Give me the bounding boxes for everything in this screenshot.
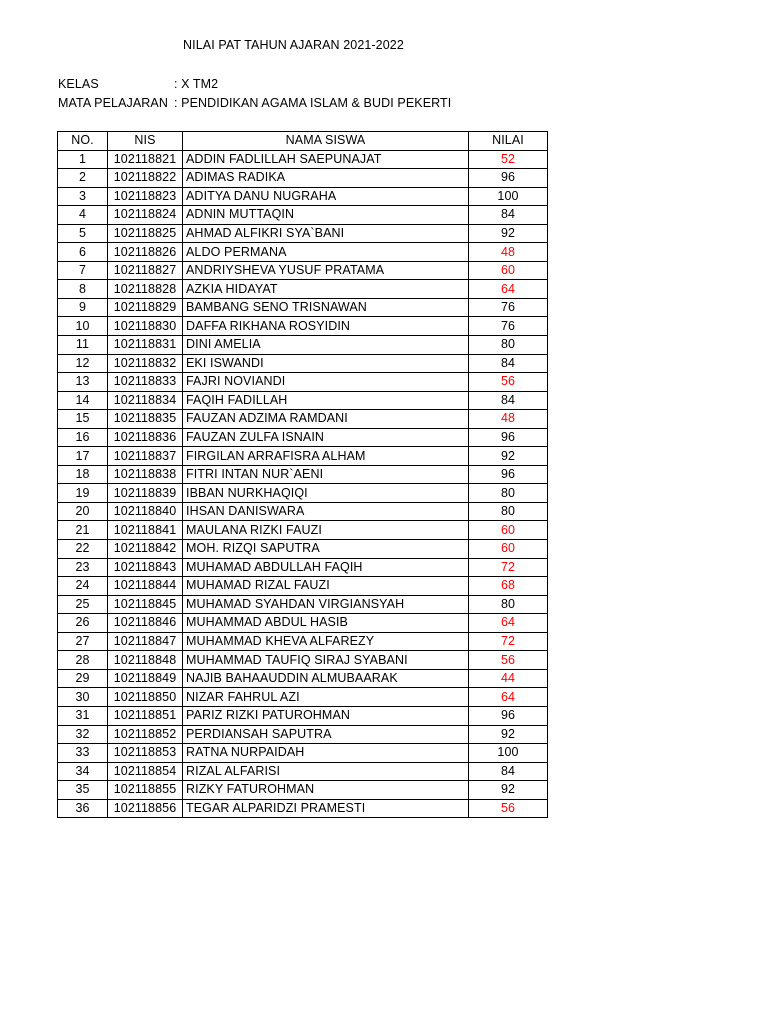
- kelas-label: KELAS: [58, 77, 99, 91]
- cell-no: 1: [58, 150, 108, 169]
- cell-nis: 102118821: [108, 150, 183, 169]
- cell-nama: ADITYA DANU NUGRAHA: [183, 187, 469, 206]
- cell-nama: FAQIH FADILLAH: [183, 391, 469, 410]
- cell-nama: ANDRIYSHEVA YUSUF PRATAMA: [183, 261, 469, 280]
- cell-nilai: 84: [469, 391, 548, 410]
- cell-no: 4: [58, 206, 108, 225]
- cell-nama: DINI AMELIA: [183, 336, 469, 355]
- cell-nilai: 80: [469, 595, 548, 614]
- document-title: NILAI PAT TAHUN AJARAN 2021-2022: [183, 38, 404, 52]
- cell-nilai: 92: [469, 725, 548, 744]
- grades-table: [57, 131, 548, 818]
- cell-nilai: 56: [469, 373, 548, 392]
- cell-nama: MUHAMAD RIZAL FAUZI: [183, 577, 469, 596]
- cell-no: 5: [58, 224, 108, 243]
- cell-nilai: 48: [469, 243, 548, 262]
- cell-no: 22: [58, 540, 108, 559]
- table-body: [58, 150, 548, 818]
- cell-nilai: 72: [469, 558, 548, 577]
- cell-nilai: 76: [469, 317, 548, 336]
- cell-nis: 102118856: [108, 799, 183, 818]
- cell-no: 12: [58, 354, 108, 373]
- cell-no: 35: [58, 781, 108, 800]
- cell-nilai: 92: [469, 781, 548, 800]
- cell-no: 6: [58, 243, 108, 262]
- cell-nis: 102118837: [108, 447, 183, 466]
- cell-nilai: 64: [469, 280, 548, 299]
- cell-nama: FAJRI NOVIANDI: [183, 373, 469, 392]
- cell-nis: 102118840: [108, 502, 183, 521]
- cell-no: 11: [58, 336, 108, 355]
- cell-no: 28: [58, 651, 108, 670]
- cell-nis: 102118843: [108, 558, 183, 577]
- cell-nis: 102118845: [108, 595, 183, 614]
- cell-nilai: 52: [469, 150, 548, 169]
- table-row: [58, 614, 548, 633]
- table-row: [58, 799, 548, 818]
- table-row: [58, 206, 548, 225]
- header-nama: NAMA SISWA: [183, 132, 469, 151]
- cell-no: 18: [58, 465, 108, 484]
- table-row: [58, 336, 548, 355]
- table-row: [58, 298, 548, 317]
- cell-no: 36: [58, 799, 108, 818]
- cell-no: 21: [58, 521, 108, 540]
- cell-nis: 102118835: [108, 410, 183, 429]
- cell-nilai: 44: [469, 669, 548, 688]
- table-row: [58, 725, 548, 744]
- cell-nilai: 60: [469, 521, 548, 540]
- cell-nis: 102118828: [108, 280, 183, 299]
- cell-no: 31: [58, 706, 108, 725]
- cell-nilai: 92: [469, 224, 548, 243]
- cell-no: 30: [58, 688, 108, 707]
- cell-nis: 102118844: [108, 577, 183, 596]
- cell-nis: 102118830: [108, 317, 183, 336]
- cell-nis: 102118827: [108, 261, 183, 280]
- cell-nama: MUHAMAD SYAHDAN VIRGIANSYAH: [183, 595, 469, 614]
- cell-no: 24: [58, 577, 108, 596]
- cell-nilai: 56: [469, 651, 548, 670]
- table-row: [58, 187, 548, 206]
- cell-nama: RATNA NURPAIDAH: [183, 744, 469, 763]
- cell-nama: AHMAD ALFIKRI SYA`BANI: [183, 224, 469, 243]
- table-row: [58, 410, 548, 429]
- cell-nama: PERDIANSAH SAPUTRA: [183, 725, 469, 744]
- header-nis: NIS: [108, 132, 183, 151]
- cell-nis: 102118829: [108, 298, 183, 317]
- cell-no: 29: [58, 669, 108, 688]
- cell-nama: NAJIB BAHAAUDDIN ALMUBAARAK: [183, 669, 469, 688]
- cell-no: 33: [58, 744, 108, 763]
- mapel-value: : PENDIDIKAN AGAMA ISLAM & BUDI PEKERTI: [174, 96, 452, 110]
- cell-no: 10: [58, 317, 108, 336]
- cell-nilai: 100: [469, 744, 548, 763]
- kelas-value: : X TM2: [174, 77, 219, 91]
- cell-no: 17: [58, 447, 108, 466]
- cell-nama: MUHAMMAD ABDUL HASIB: [183, 614, 469, 633]
- table-row: [58, 280, 548, 299]
- cell-nama: EKI ISWANDI: [183, 354, 469, 373]
- cell-no: 23: [58, 558, 108, 577]
- table-row: [58, 354, 548, 373]
- table-row: [58, 261, 548, 280]
- cell-no: 20: [58, 502, 108, 521]
- cell-no: 27: [58, 632, 108, 651]
- cell-nis: 102118842: [108, 540, 183, 559]
- table-row: [58, 651, 548, 670]
- table-row: [58, 169, 548, 188]
- cell-nis: 102118839: [108, 484, 183, 503]
- table-row: [58, 540, 548, 559]
- cell-nilai: 96: [469, 428, 548, 447]
- kelas-row: [58, 77, 218, 91]
- cell-nilai: 96: [469, 465, 548, 484]
- cell-nilai: 64: [469, 614, 548, 633]
- cell-nis: 102118833: [108, 373, 183, 392]
- cell-nis: 102118836: [108, 428, 183, 447]
- cell-nilai: 84: [469, 354, 548, 373]
- cell-nis: 102118824: [108, 206, 183, 225]
- cell-nilai: 84: [469, 206, 548, 225]
- cell-nilai: 92: [469, 447, 548, 466]
- table-row: [58, 465, 548, 484]
- cell-no: 13: [58, 373, 108, 392]
- cell-nama: RIZKY FATUROHMAN: [183, 781, 469, 800]
- cell-nilai: 60: [469, 540, 548, 559]
- cell-no: 16: [58, 428, 108, 447]
- cell-nama: FAUZAN ADZIMA RAMDANI: [183, 410, 469, 429]
- table-row: [58, 781, 548, 800]
- table-row: [58, 447, 548, 466]
- cell-no: 14: [58, 391, 108, 410]
- cell-nis: 102118849: [108, 669, 183, 688]
- cell-nilai: 72: [469, 632, 548, 651]
- table-row: [58, 521, 548, 540]
- cell-nama: TEGAR ALPARIDZI PRAMESTI: [183, 799, 469, 818]
- cell-nilai: 96: [469, 169, 548, 188]
- cell-nilai: 80: [469, 502, 548, 521]
- cell-nama: FAUZAN ZULFA ISNAIN: [183, 428, 469, 447]
- cell-nama: MUHAMMAD TAUFIQ SIRAJ SYABANI: [183, 651, 469, 670]
- cell-nama: ADNIN MUTTAQIN: [183, 206, 469, 225]
- table-row: [58, 150, 548, 169]
- header-nilai: NILAI: [469, 132, 548, 151]
- cell-nama: DAFFA RIKHANA ROSYIDIN: [183, 317, 469, 336]
- cell-nama: MUHAMMAD KHEVA ALFAREZY: [183, 632, 469, 651]
- mapel-row: [58, 96, 451, 110]
- table-row: [58, 706, 548, 725]
- table-row: [58, 224, 548, 243]
- table-header-row: [58, 132, 548, 151]
- table-row: [58, 317, 548, 336]
- cell-nilai: 84: [469, 762, 548, 781]
- cell-nama: IHSAN DANISWARA: [183, 502, 469, 521]
- table-row: [58, 484, 548, 503]
- table-row: [58, 744, 548, 763]
- table-row: [58, 577, 548, 596]
- cell-nama: BAMBANG SENO TRISNAWAN: [183, 298, 469, 317]
- cell-no: 25: [58, 595, 108, 614]
- cell-no: 26: [58, 614, 108, 633]
- cell-nama: NIZAR FAHRUL AZI: [183, 688, 469, 707]
- cell-nilai: 64: [469, 688, 548, 707]
- mapel-label: MATA PELAJARAN: [58, 96, 168, 110]
- cell-nis: 102118834: [108, 391, 183, 410]
- table-row: [58, 373, 548, 392]
- cell-no: 34: [58, 762, 108, 781]
- cell-no: 32: [58, 725, 108, 744]
- cell-nama: PARIZ RIZKI PATUROHMAN: [183, 706, 469, 725]
- cell-no: 3: [58, 187, 108, 206]
- table-row: [58, 558, 548, 577]
- cell-no: 15: [58, 410, 108, 429]
- cell-no: 7: [58, 261, 108, 280]
- cell-nis: 102118831: [108, 336, 183, 355]
- table-row: [58, 595, 548, 614]
- cell-no: 8: [58, 280, 108, 299]
- cell-nis: 102118852: [108, 725, 183, 744]
- cell-nis: 102118832: [108, 354, 183, 373]
- cell-nama: ADIMAS RADIKA: [183, 169, 469, 188]
- table-row: [58, 632, 548, 651]
- cell-nilai: 68: [469, 577, 548, 596]
- cell-no: 2: [58, 169, 108, 188]
- cell-nama: RIZAL ALFARISI: [183, 762, 469, 781]
- cell-nis: 102118847: [108, 632, 183, 651]
- table-row: [58, 669, 548, 688]
- cell-nilai: 96: [469, 706, 548, 725]
- cell-nis: 102118823: [108, 187, 183, 206]
- cell-nama: FIRGILAN ARRAFISRA ALHAM: [183, 447, 469, 466]
- cell-nis: 102118853: [108, 744, 183, 763]
- table-row: [58, 391, 548, 410]
- cell-nilai: 60: [469, 261, 548, 280]
- cell-no: 9: [58, 298, 108, 317]
- cell-no: 19: [58, 484, 108, 503]
- cell-nis: 102118851: [108, 706, 183, 725]
- cell-nis: 102118825: [108, 224, 183, 243]
- cell-nis: 102118854: [108, 762, 183, 781]
- cell-nis: 102118841: [108, 521, 183, 540]
- cell-nama: MAULANA RIZKI FAUZI: [183, 521, 469, 540]
- cell-nis: 102118848: [108, 651, 183, 670]
- cell-nis: 102118822: [108, 169, 183, 188]
- cell-nilai: 56: [469, 799, 548, 818]
- table-row: [58, 762, 548, 781]
- cell-nama: IBBAN NURKHAQIQI: [183, 484, 469, 503]
- cell-nis: 102118855: [108, 781, 183, 800]
- cell-nama: MOH. RIZQI SAPUTRA: [183, 540, 469, 559]
- cell-nilai: 76: [469, 298, 548, 317]
- cell-nis: 102118838: [108, 465, 183, 484]
- table-row: [58, 688, 548, 707]
- cell-nilai: 48: [469, 410, 548, 429]
- table-row: [58, 243, 548, 262]
- cell-nilai: 80: [469, 336, 548, 355]
- table-row: [58, 502, 548, 521]
- cell-nama: AZKIA HIDAYAT: [183, 280, 469, 299]
- table-row: [58, 428, 548, 447]
- cell-nama: MUHAMAD ABDULLAH FAQIH: [183, 558, 469, 577]
- cell-nama: FITRI INTAN NUR`AENI: [183, 465, 469, 484]
- cell-nis: 102118826: [108, 243, 183, 262]
- cell-nilai: 100: [469, 187, 548, 206]
- cell-nis: 102118846: [108, 614, 183, 633]
- cell-nis: 102118850: [108, 688, 183, 707]
- cell-nama: ADDIN FADLILLAH SAEPUNAJAT: [183, 150, 469, 169]
- header-no: NO.: [58, 132, 108, 151]
- cell-nilai: 80: [469, 484, 548, 503]
- cell-nama: ALDO PERMANA: [183, 243, 469, 262]
